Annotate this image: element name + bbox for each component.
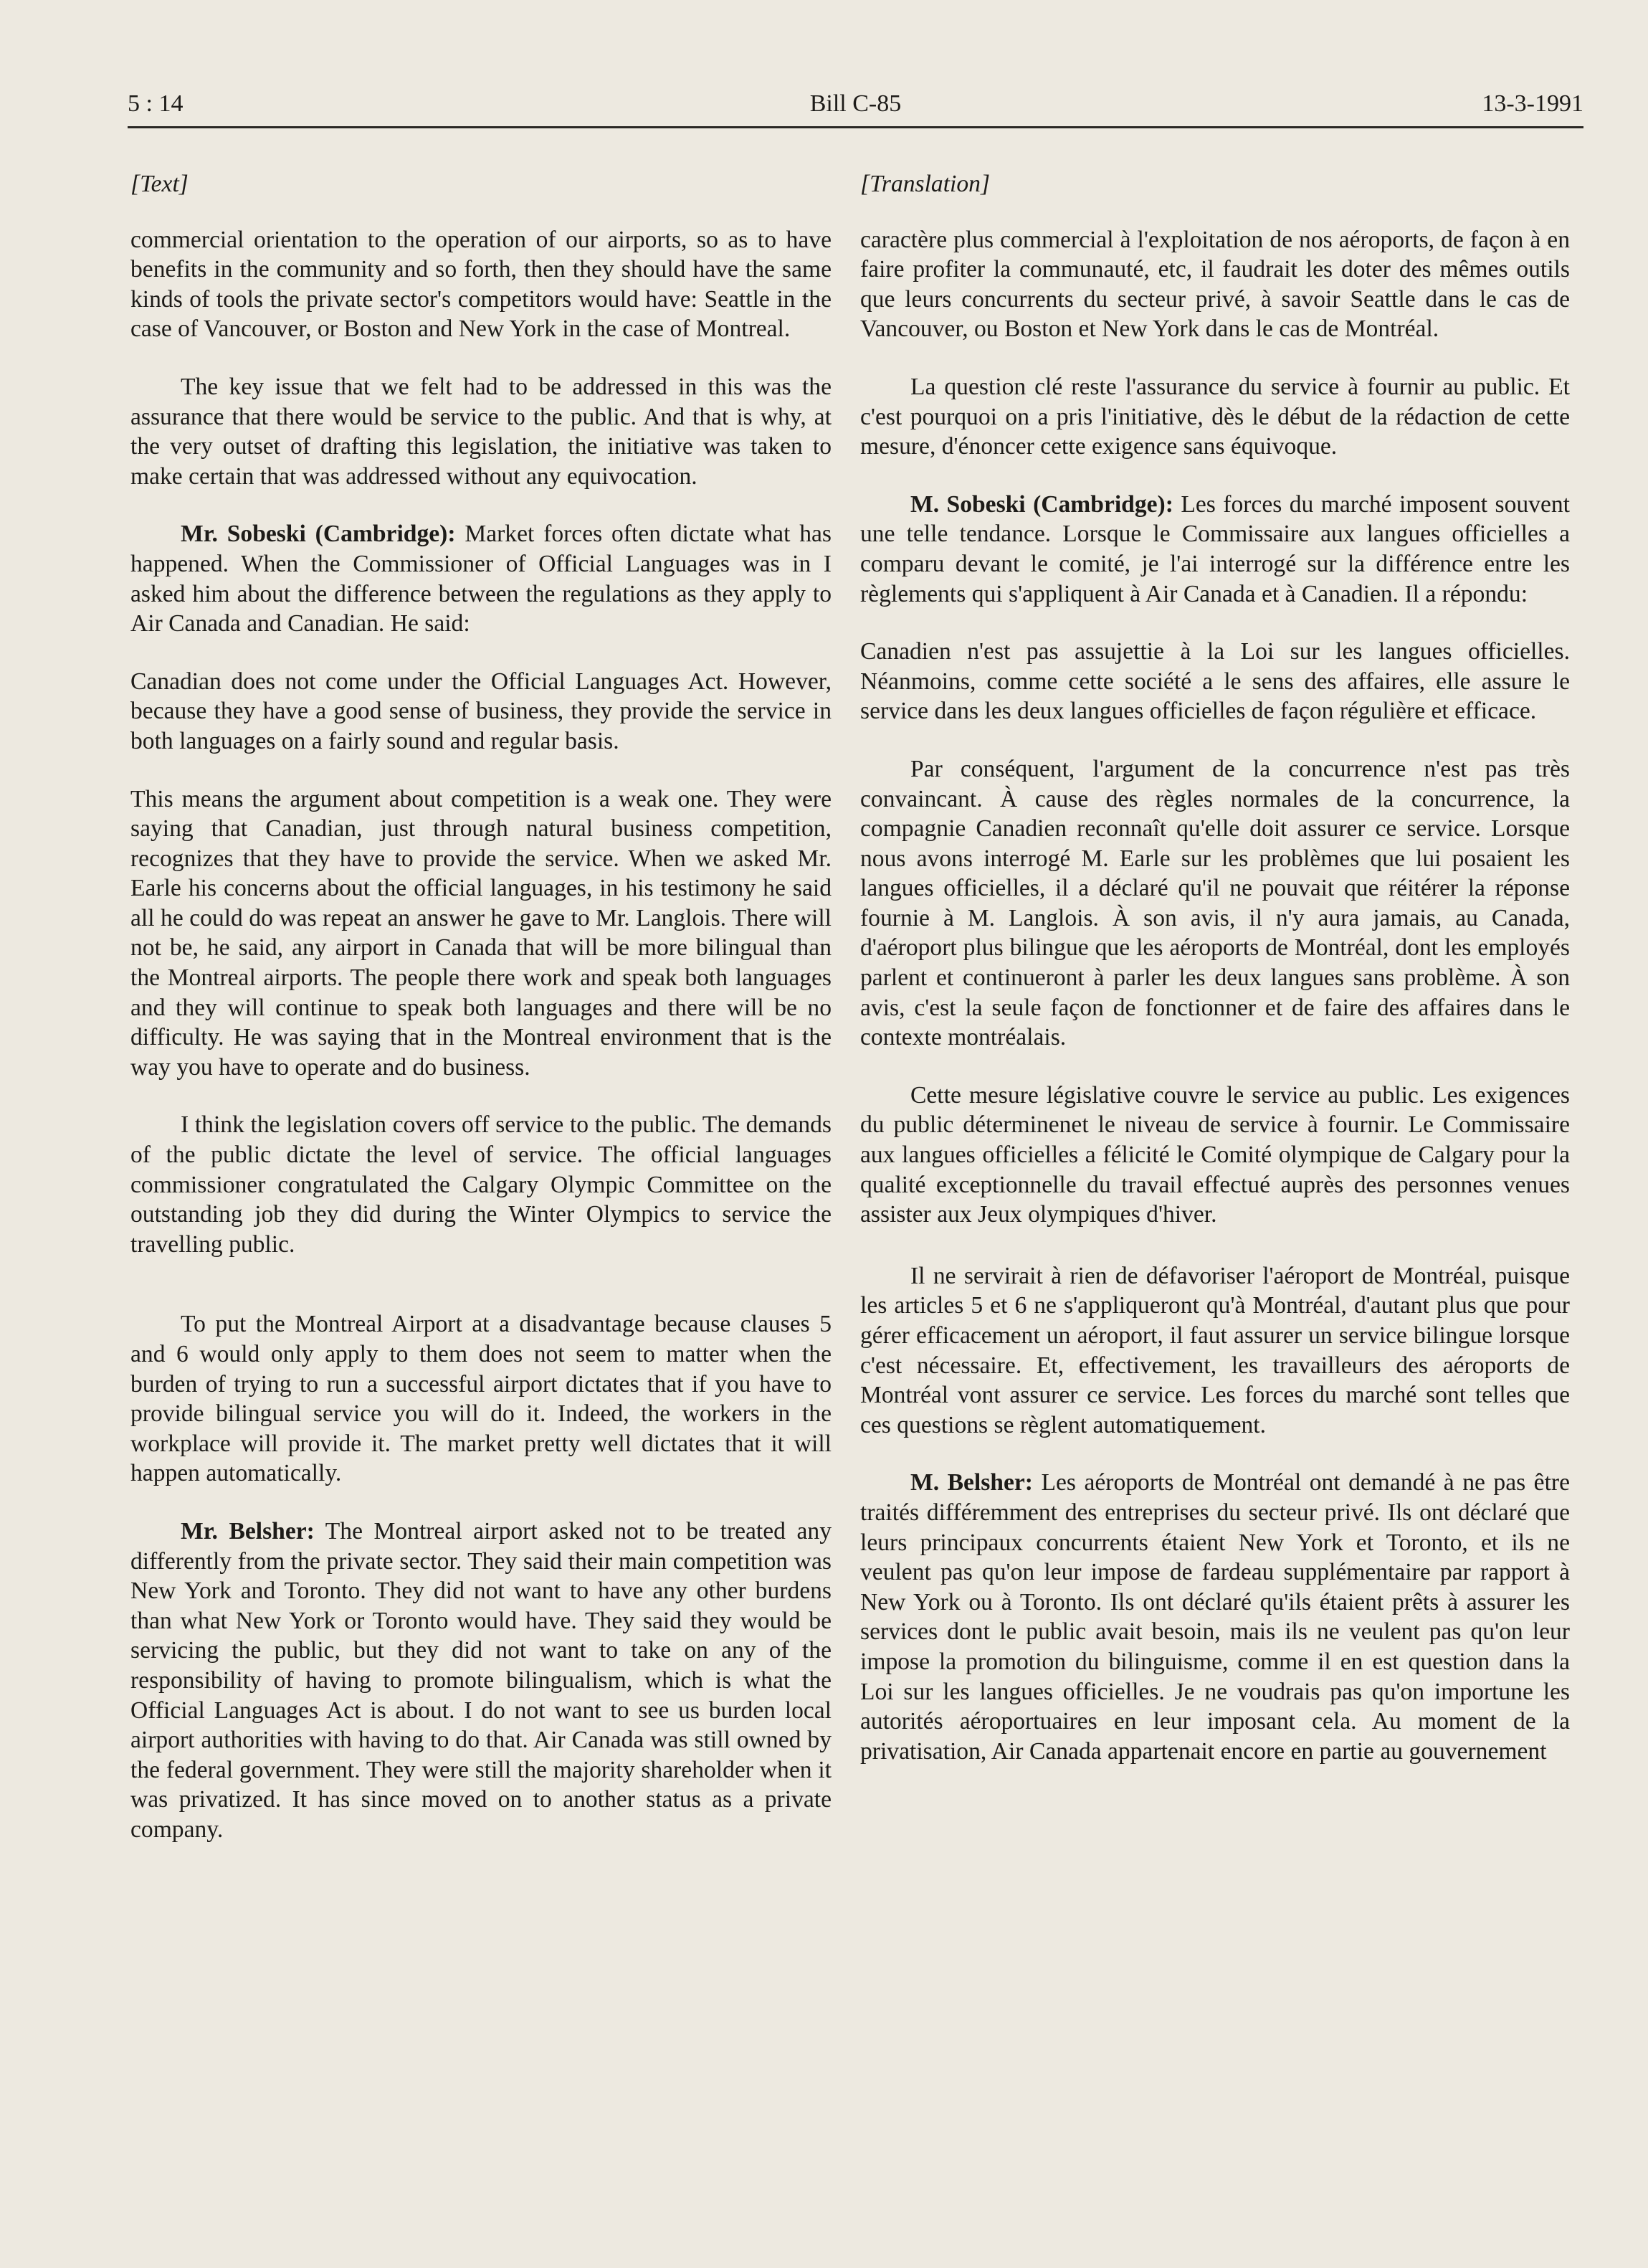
french-column: [860, 169, 1570, 1794]
quotation: Canadien n'est pas assujettie à la Loi sur les langues officielles. Néanmoins, comme cette société a le sens des affaires, elle assure le service dans les deux langues officielles de façon régulière et efficace.: [860, 638, 1570, 725]
paragraph: caractère plus commercial à l'exploitation de nos aéroports, de façon à en faire profiter la communauté, etc, il faudrait les doter des mêmes outils que leurs concurrents du secteur privé, à savoir Seattle dans le cas de Vancouver, ou Boston et New York dans le cas de Montréal.: [860, 226, 1570, 343]
paragraph: Mr. Belsher: The Montreal airport asked not to be treated any differently from the private sector. They said their main competition was New York and Toronto. They did not want to have any other burdens than what New York or Toronto would have. They said they would be servicing the public, but they did not want to take on any of the responsibility of having to promote bilingualism, which is what the Official Languages Act is about. I do not want to see us burden local airport authorities with having to do that. Air Canada was still owned by the federal government. They were still the majority shareholder when it was privatized. It has since moved on to another status as a private company.: [130, 1517, 832, 1843]
sitting-date: 13-3-1991: [1482, 90, 1583, 117]
paragraph: This means the argument about competition is a weak one. They were saying that Canadian, just through natural business competition, recognizes that they have to provide the service. When we asked Mr. Earle his concerns about the official languages, in his testimony he said all he could do was repeat an answer he gave to Mr. Langlois. There will not be, he said, any airport in Canada that will be more bilingual than the Montreal airports. The people there work and speak both languages and they will continue to speak both languages and there will be no difficulty. He was saying that in the Montreal environment that is the way you have to operate and do business.: [130, 785, 832, 1081]
paragraph: Par conséquent, l'argument de la concurrence n'est pas très convaincant. À cause des règles normales de la concurrence, la compagnie Canadien reconnaît qu'elle doit assurer ce service. Lorsque nous avons interrogé M. Earle sur les problèmes que lui posaient les langues officielles, il a déclaré qu'il ne pouvait que réitérer la réponse fournie à M. Langlois. À son avis, il n'y aura jamais, au Canada, d'aéroport plus bilingue que les aéroports de Montréal, dont les employés parlent et continueront à parler les deux langues sans problème. À son avis, c'est la seule façon de fonctionner et de faire des affaires dans le contexte montréalais.: [860, 755, 1570, 1051]
paragraph: commercial orientation to the operation of our airports, so as to have benefits in the community and so forth, then they should have the same kinds of tools the private sector's competitors would have: Seattle in the case of Vancouver, or Boston and New York in the case of Montreal.: [130, 226, 832, 343]
paragraph: Cette mesure législative couvre le service au public. Les exigences du public déterminenet le niveau de service à fournir. Le Commissaire aux langues officielles a félicité le Comité olympique de Calgary pour la qualité exceptionnelle du travail effectué auprès des personnes venues assister aux Jeux olympiques d'hiver.: [860, 1081, 1570, 1228]
speaker-name: M. Sobeski (Cambridge):: [910, 490, 1173, 518]
paragraph: I think the legislation covers off service to the public. The demands of the public dictate the level of service. The official languages commissioner congratulated the Calgary Olympic Committee on the outstanding job they did during the Winter Olympics to service the travelling public.: [130, 1111, 832, 1258]
bill-title: Bill C-85: [809, 90, 902, 117]
page-number: 5 : 14: [128, 90, 184, 117]
speaker-name: M. Belsher:: [910, 1469, 1033, 1496]
paragraph: The key issue that we felt had to be addressed in this was the assurance that there would be service to the public. And that is why, at the very outset of drafting this legislation, the initiative was taken to make certain that was addressed without any equivocation.: [130, 373, 832, 490]
paragraph: M. Belsher: Les aéroports de Montréal ont demandé à ne pas être traités différemment des entreprises du secteur privé. Ils ont déclaré que leurs principaux concurrents étaient New York et Toronto, et ils ne veulent pas qu'on leur impose de fardeau supplémentaire par rapport à New York ou à Toronto. Ils ont déclaré qu'ils étaient prêts à assurer les services dont le public avait besoin, mais ils ne veulent pas qu'on leur impose la promotion du bilinguisme, comme il en est question dans la Loi sur les langues officielles. Je ne voudrais pas qu'on importune les autorités aéroportuaires en leur imposant cela. Au moment de la privatisation, Air Canada appartenait encore en partie au gouvernement: [860, 1469, 1571, 1765]
running-header: [128, 85, 1583, 128]
quotation: Canadian does not come under the Official Languages Act. However, because they have a good sense of business, they provide the service in both languages on a fairly sound and regular basis.: [130, 668, 832, 754]
french-label: [Translation]: [860, 171, 991, 197]
english-label: [Text]: [130, 171, 189, 197]
paragraph: To put the Montreal Airport at a disadvantage because clauses 5 and 6 would only apply to them does not seem to matter when the burden of trying to run a successful airport dictates that if you have to provide bilingual service you will do it. Indeed, the workers in the workplace will provide it. The market pretty well dictates that it will happen automatically.: [130, 1311, 832, 1487]
speaker-name: Mr. Sobeski (Cambridge):: [181, 521, 456, 548]
speaker-name: Mr. Belsher:: [181, 1517, 315, 1545]
paragraph: Il ne servirait à rien de défavoriser l'aéroport de Montréal, puisque les articles 5 et 6 ne s'appliqueront qu'à Montréal, d'autant plus que pour gérer efficacement un aéroport, il faut assurer un service bilingue lorsque c'est nécessaire. Et, effectivement, les travailleurs des aéroports de Montréal vont assurer ce service. Les forces du marché sont telles que ces questions se règlent automatiquement.: [860, 1262, 1570, 1438]
paragraph: M. Sobeski (Cambridge): Les forces du marché imposent souvent une telle tendance. Lorsque le Commissaire aux langues officielles a comparu devant le comité, je l'ai interrogé sur la différence entre les règlements qui s'appliquent à Air Canada et à Canadien. Il a répondu:: [860, 490, 1570, 607]
english-column: [130, 169, 832, 1873]
paragraph: La question clé reste l'assurance du service à fournir au public. Et c'est pourquoi on a pris l'initiative, dès le début de la rédaction de cette mesure, d'énoncer cette exigence sans équivoque.: [860, 373, 1570, 460]
paragraph: Mr. Sobeski (Cambridge): Market forces often dictate what has happened. When the Commissioner of Official Languages was in I asked him about the difference between the regulations as they apply to Air Canada and Canadian. He said:: [130, 521, 832, 637]
